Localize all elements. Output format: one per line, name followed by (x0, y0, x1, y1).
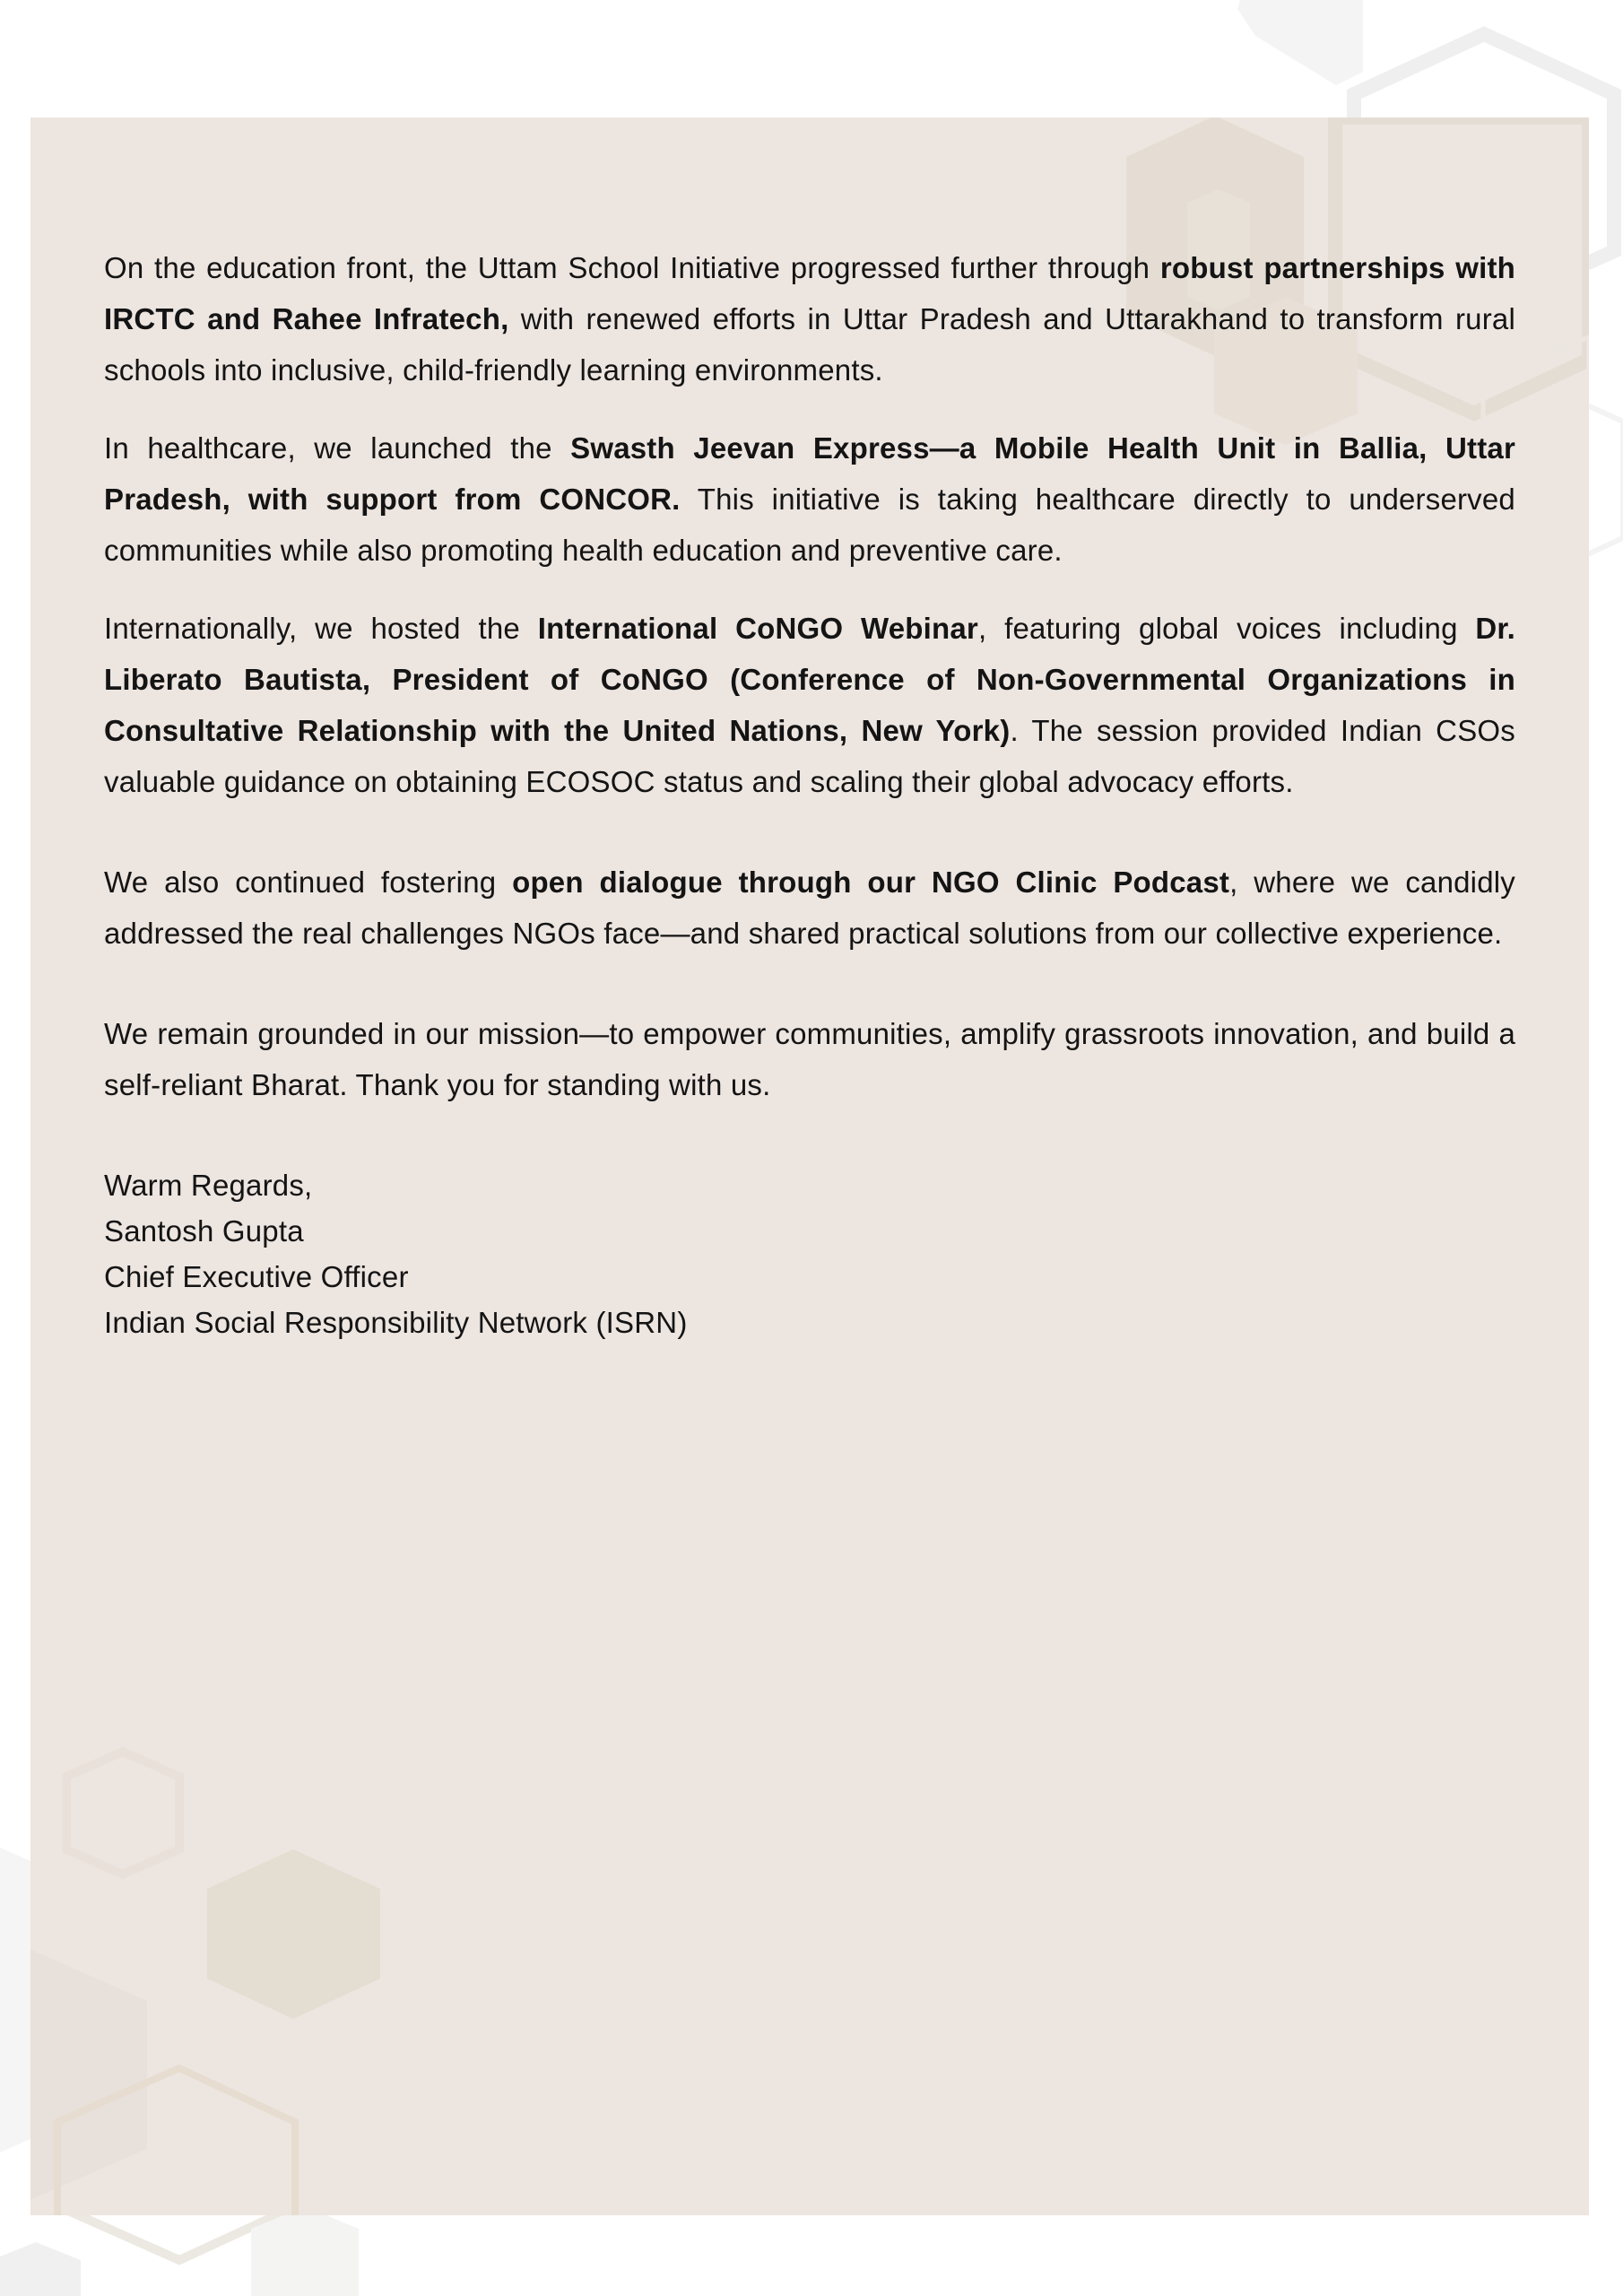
text-segment-bold: Swasth Jeevan Express—a Mobile Health Unit in Ballia, Uttar Pradesh, with support from CONCOR. (104, 431, 1515, 516)
text-segment: , featuring global voices including (977, 612, 1476, 645)
text-segment: On the education front, the Uttam School Initiative progressed further through (104, 251, 1160, 284)
text-segment: Internationally, we hosted the (104, 612, 538, 645)
hexagon-shape (30, 1934, 147, 2215)
text-segment-bold: open dialogue through our NGO Clinic Podcast (512, 865, 1230, 899)
hexagon-shape (66, 1752, 179, 1874)
text-segment: . The session provided Indian CSOs valuable guidance on obtaining ECOSOC status and scaling their global advocacy efforts. (104, 714, 1515, 798)
paragraph-international (104, 603, 1515, 807)
text-segment: We also continued fostering (104, 865, 513, 899)
signature-block (104, 1162, 1515, 1345)
text-segment: with renewed efforts in Uttar Pradesh and Uttarakhand to transform rural schools into inclusive, child-friendly learning environments. (104, 302, 1515, 387)
text-segment-bold: International CoNGO Webinar (537, 612, 978, 645)
signature-organization: Indian Social Responsibility Network (ISRN) (104, 1306, 688, 1339)
paragraph-mission (104, 1008, 1515, 1110)
signature-name: Santosh Gupta (104, 1214, 304, 1248)
text-segment: We remain grounded in our mission—to empower communities, amplify grassroots innovation, and build a self-reliant Bharat. Thank you for standing with us. (104, 1017, 1515, 1101)
paragraph-healthcare (104, 422, 1515, 576)
hexagon-shape (1237, 0, 1363, 85)
text-segment-bold: Dr. Liberato Bautista, President of CoNGO (Conference of Non-Governmental Organizations in Consultative Relationship with the United Nations, New York) (104, 612, 1515, 747)
text-segment: , where we candidly addressed the real challenges NGOs face—and shared practical solutions from our collective experience. (104, 865, 1515, 950)
text-segment-bold: robust partnerships with IRCTC and Rahee Infratech, (104, 251, 1516, 335)
hexagon-shape (207, 1849, 380, 2019)
letter-body (104, 242, 1515, 1345)
hexagon-shape (0, 2242, 81, 2296)
signature-title: Chief Executive Officer (104, 1260, 409, 1293)
text-segment: In healthcare, we launched the (104, 431, 571, 465)
signature-closing: Warm Regards, (104, 1169, 313, 1202)
text-segment: This initiative is taking healthcare directly to underserved communities while also promoting health education and preventive care. (104, 483, 1515, 567)
paragraph-podcast (104, 857, 1515, 959)
paragraph-education (104, 242, 1515, 396)
